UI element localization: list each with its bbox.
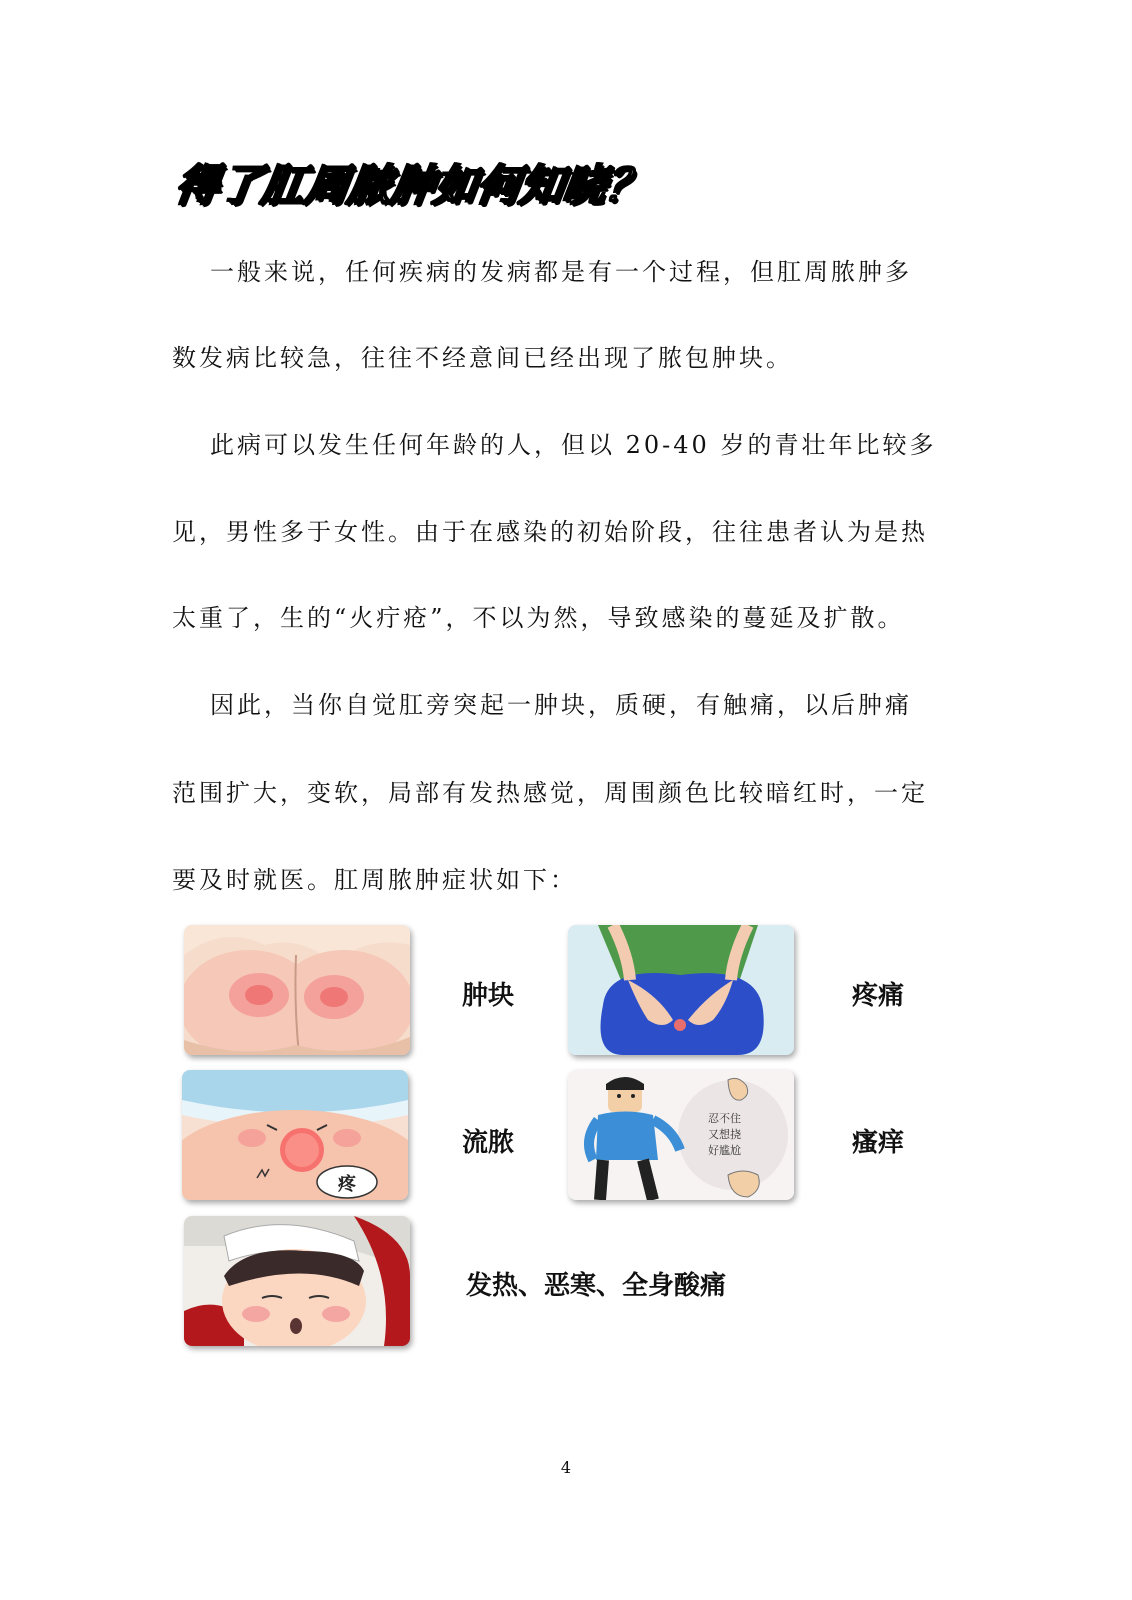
paragraph-2-line-3: 太重了，生的“火疔疮”，不以为然，导致感染的蔓延及扩散。 (172, 604, 905, 632)
pus-illustration (182, 1070, 408, 1200)
paragraph-3-line-3: 要及时就医。肛周脓肿症状如下： (172, 866, 577, 894)
swelling-illustration (184, 925, 410, 1055)
paragraph-3-line-1: 因此，当你自觉肛旁突起一肿块，质硬，有触痛，以后肿痛 (210, 691, 912, 719)
paragraph-2-line-1: 此病可以发生任何年龄的人，但以 20-40 岁的青壮年比较多 (210, 431, 937, 459)
symptom-label-itching: 瘙痒 (852, 1128, 905, 1158)
pain-speech-text: 疼 (338, 1174, 356, 1195)
paragraph-2-line-2: 见，男性多于女性。由于在感染的初始阶段，往往患者认为是热 (172, 518, 928, 546)
itching-illustration (568, 1070, 794, 1200)
paragraph-1-line-2: 数发病比较急，往往不经意间已经出现了脓包肿块。 (172, 344, 793, 372)
symptom-label-pus: 流脓 (462, 1128, 515, 1158)
page-number: 4 (560, 1458, 572, 1477)
page-title: 得了肛周脓肿如何知晓？ (172, 161, 653, 211)
pain-illustration (568, 925, 794, 1055)
symptom-label-swelling: 肿块 (462, 981, 515, 1011)
itch-text-3: 好尴尬 (708, 1144, 741, 1157)
paragraph-3-line-2: 范围扩大，变软，局部有发热感觉，周围颜色比较暗红时，一定 (172, 779, 928, 807)
fever-illustration (184, 1216, 410, 1346)
symptom-label-fever: 发热、恶寒、全身酸痛 (466, 1271, 727, 1301)
symptom-label-pain: 疼痛 (852, 981, 905, 1011)
paragraph-1-line-1: 一般来说，任何疾病的发病都是有一个过程，但肛周脓肿多 (210, 258, 912, 286)
itch-text-2: 又想挠 (708, 1128, 741, 1141)
itch-text-1: 忍不住 (708, 1112, 741, 1125)
